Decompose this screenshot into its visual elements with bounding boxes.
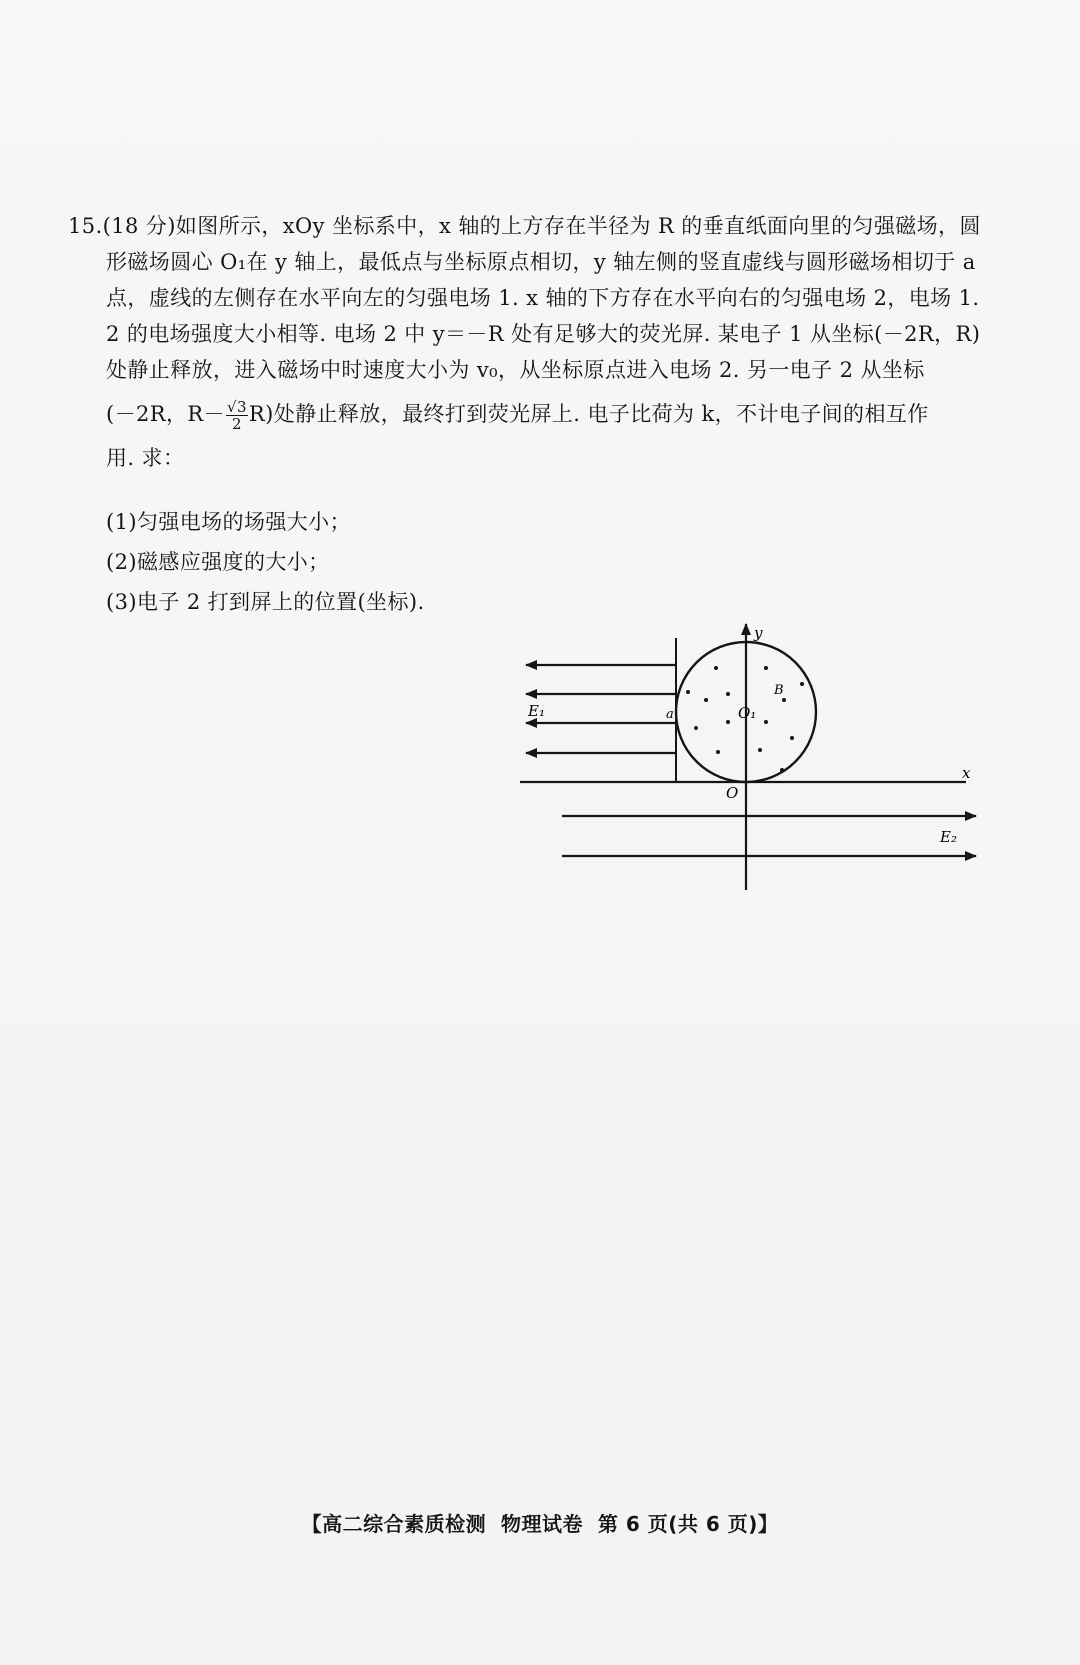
fraction-numerator: √3 bbox=[226, 398, 247, 416]
y-axis-label: y bbox=[754, 624, 763, 642]
question-line-6 bbox=[68, 388, 1008, 440]
x-axis-label: x bbox=[962, 764, 971, 782]
fraction-denominator: 2 bbox=[231, 415, 242, 433]
question-text-6-pre: (－2R，R－ bbox=[106, 402, 225, 426]
question-line-7: 用. 求： bbox=[106, 446, 185, 470]
page-footer: 【高二综合素质检测 物理试卷 第 6 页(共 6 页)】 bbox=[301, 1512, 779, 1536]
question-line-5: 处静止释放，进入磁场中时速度大小为 v₀，从坐标原点进入电场 2. 另一电子 2 从坐标 bbox=[106, 358, 925, 382]
question-text-1: 如图所示，xOy 坐标系中，x 轴的上方存在半径为 R 的垂直纸面向里的匀强磁场，圆 bbox=[175, 214, 981, 238]
question-line-4: 2 的电场强度大小相等. 电场 2 中 y＝－R 处有足够大的荧光屏. 某电子 1 从坐标(－2R，R) bbox=[106, 322, 981, 346]
circle-center-label: O₁ bbox=[738, 704, 757, 722]
sub-question-3: (3)电子 2 打到屏上的位置(坐标). bbox=[106, 590, 425, 614]
magnetic-field-label: B bbox=[774, 683, 784, 698]
sub-question-2: (2)磁感应强度的大小； bbox=[106, 550, 330, 574]
field2-label: E₂ bbox=[940, 828, 957, 846]
question-line-1 bbox=[68, 208, 1008, 244]
question-line-3: 点，虚线的左侧存在水平向左的匀强电场 1. x 轴的下方存在水平向右的匀强电场 2，电场 1. bbox=[106, 286, 980, 310]
question-line-2: 形磁场圆心 O₁在 y 轴上，最低点与坐标原点相切，y 轴左侧的竖直虚线与圆形磁场相切于 a bbox=[106, 250, 976, 274]
physics-diagram bbox=[520, 620, 1020, 910]
tangent-point-label: a bbox=[666, 707, 674, 722]
field1-label: E₁ bbox=[528, 702, 545, 720]
origin-label: O bbox=[726, 784, 739, 802]
question-15 bbox=[68, 208, 1008, 476]
sub-question-1: (1)匀强电场的场强大小； bbox=[106, 510, 351, 534]
fraction-sqrt3-over-2 bbox=[226, 399, 248, 432]
question-text-6-post: R)处静止释放，最终打到荧光屏上. 电子比荷为 k，不计电子间的相互作 bbox=[248, 402, 929, 426]
question-number: 15. bbox=[68, 214, 103, 238]
question-points: (18 分) bbox=[102, 214, 176, 238]
